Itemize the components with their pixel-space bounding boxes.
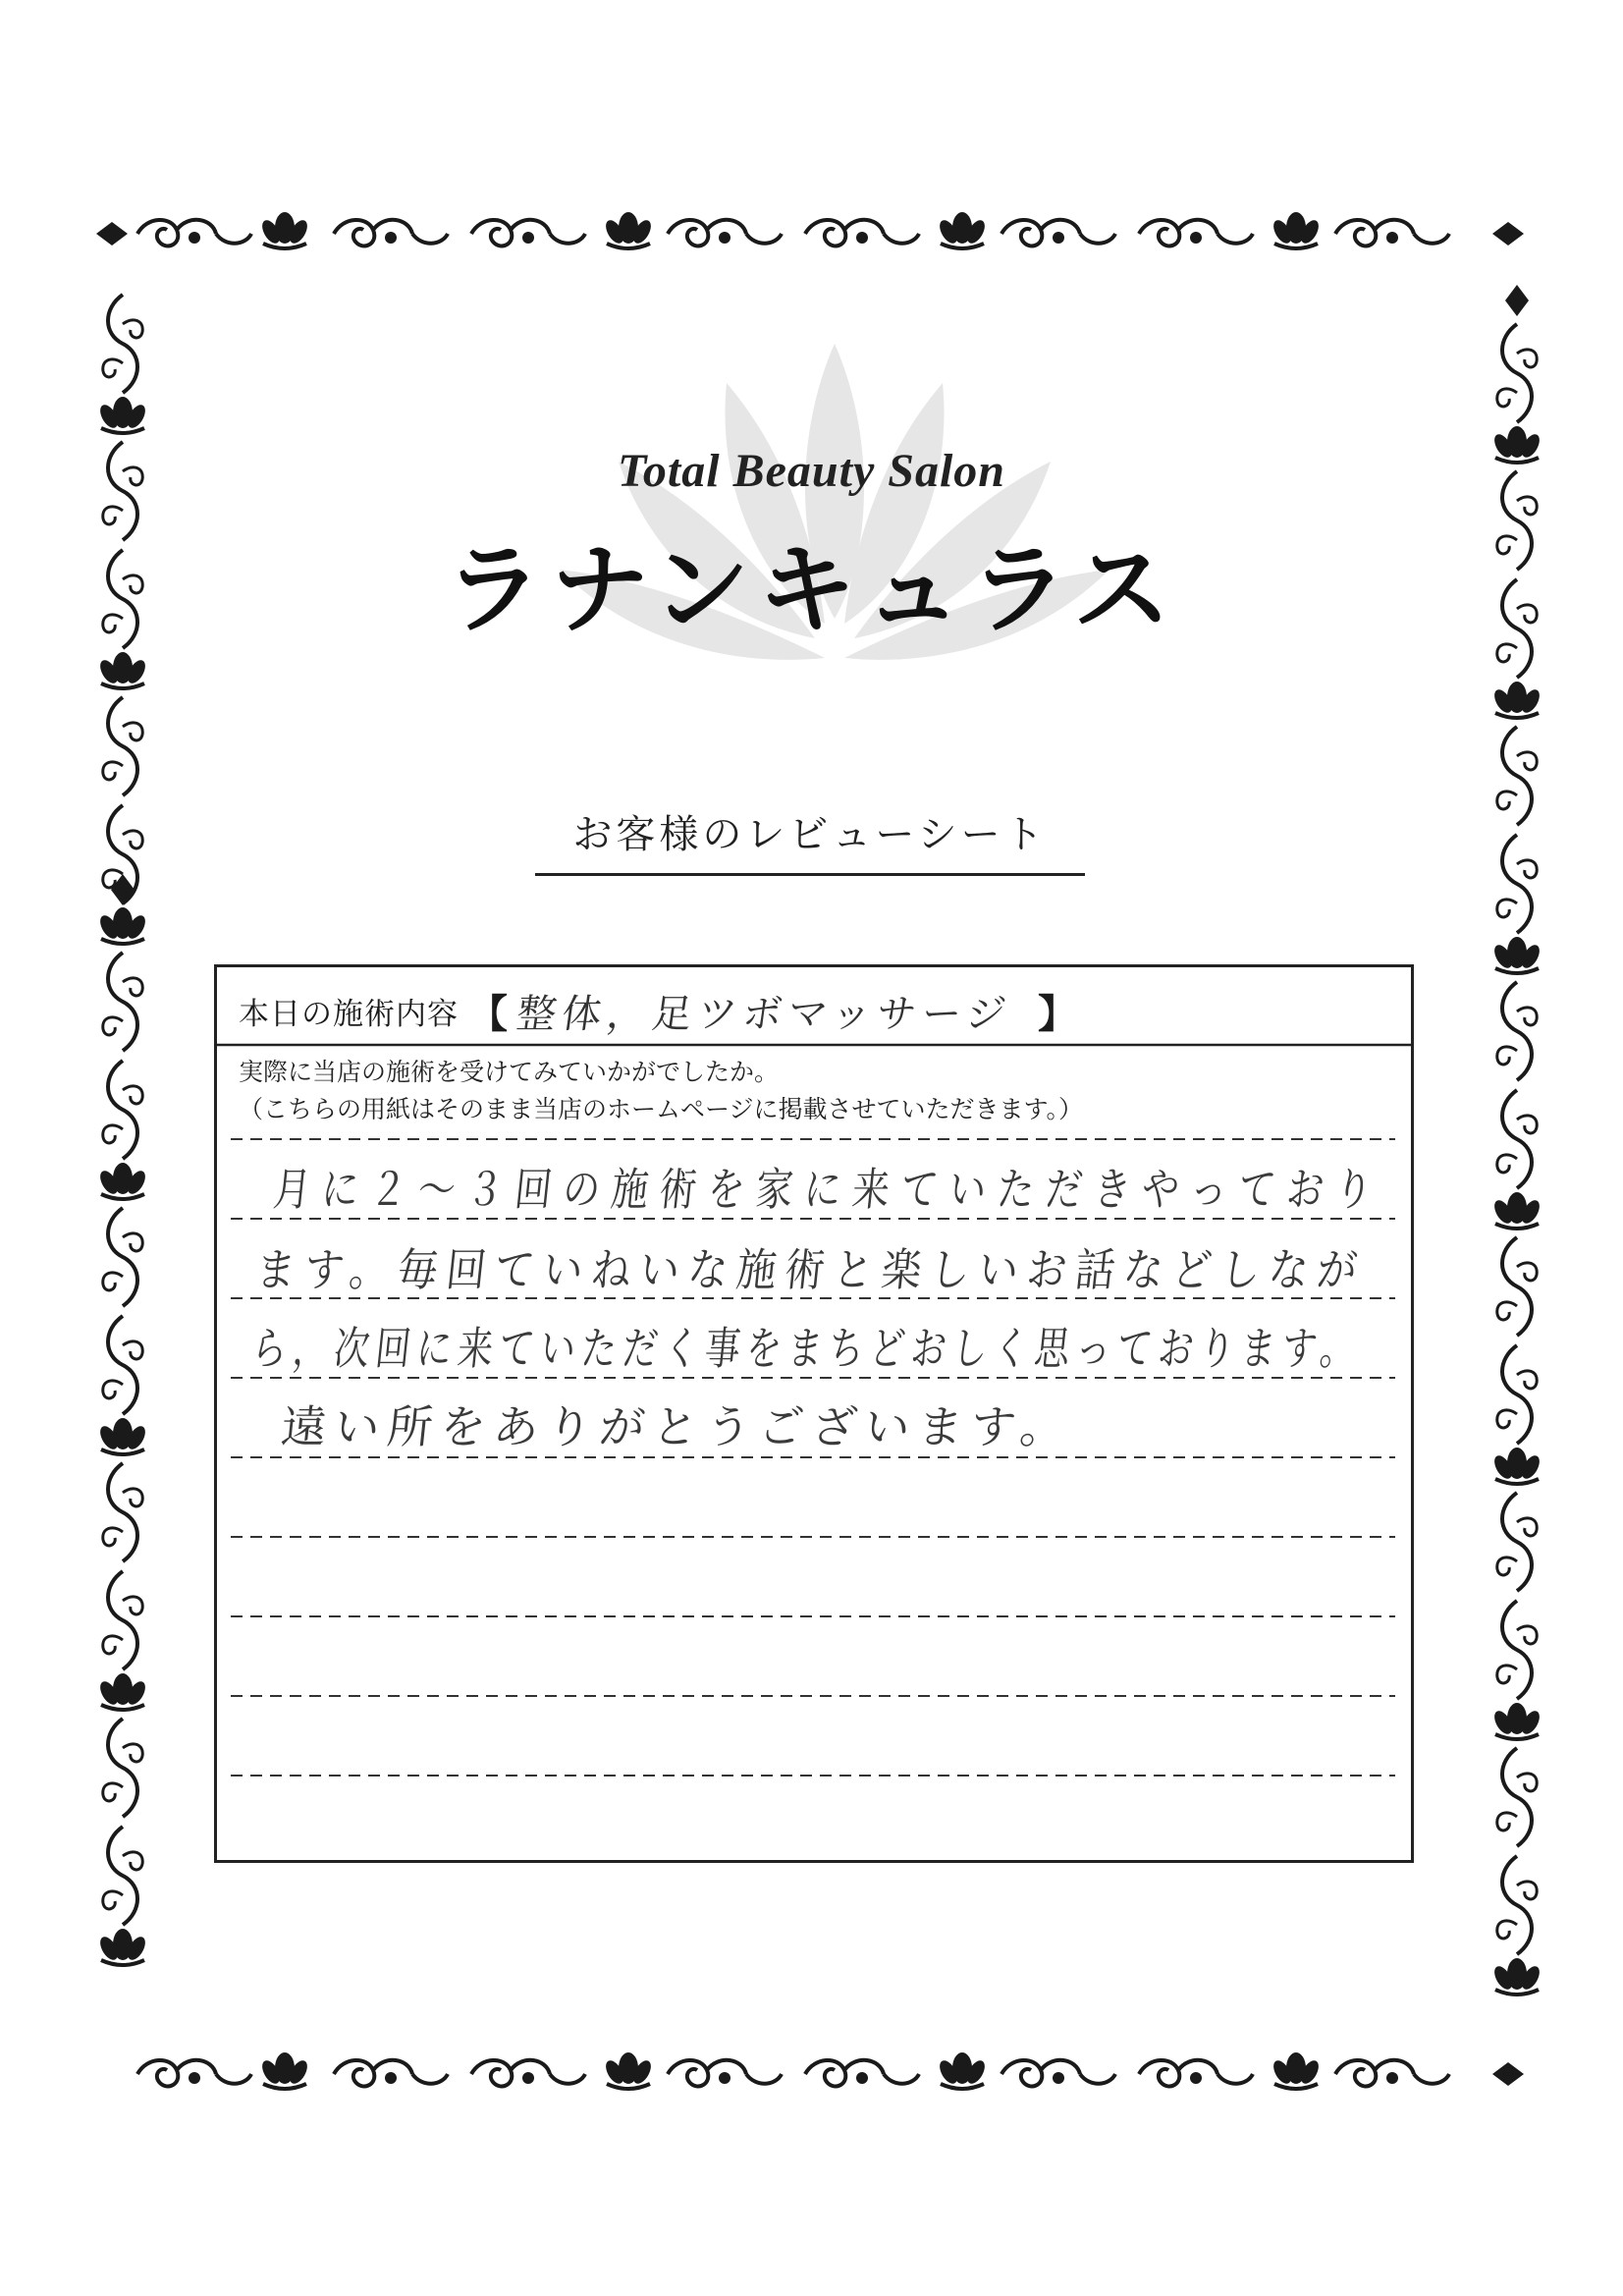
brand-subtitle: Total Beauty Salon — [618, 445, 1005, 497]
bracket-close: 】 — [1038, 990, 1077, 1037]
treatment-row — [239, 981, 1087, 1040]
review-line[interactable]: 遠い所をありがとうございます。 — [278, 1400, 1076, 1453]
brand-logo-text: ラナンキュラス — [444, 531, 1179, 647]
review-form — [214, 964, 1414, 1863]
treatment-label: 本日の施術内容 — [239, 996, 459, 1032]
prompt-question: 実際に当店の施術を受けてみていかがでしたか。 — [239, 1058, 780, 1086]
review-line[interactable]: 月に２〜３回の施術を家に来ていただきやっており — [270, 1163, 1386, 1216]
review-line[interactable]: ます。毎回ていねいな施術と楽しいお話などしなが — [252, 1243, 1369, 1296]
review-prompt — [239, 1054, 1083, 1128]
page-title: お客様のレビューシート — [535, 803, 1085, 876]
prompt-note: （こちらの用紙はそのまま当店のホームページに掲載させていただきます。） — [239, 1095, 1084, 1123]
review-line[interactable]: ら，次回に来ていただく事をまちどおしく思っております。 — [248, 1322, 1365, 1375]
treatment-value[interactable]: 整体，足ツボマッサージ — [514, 991, 1015, 1037]
bracket-open: 【 — [468, 990, 508, 1037]
